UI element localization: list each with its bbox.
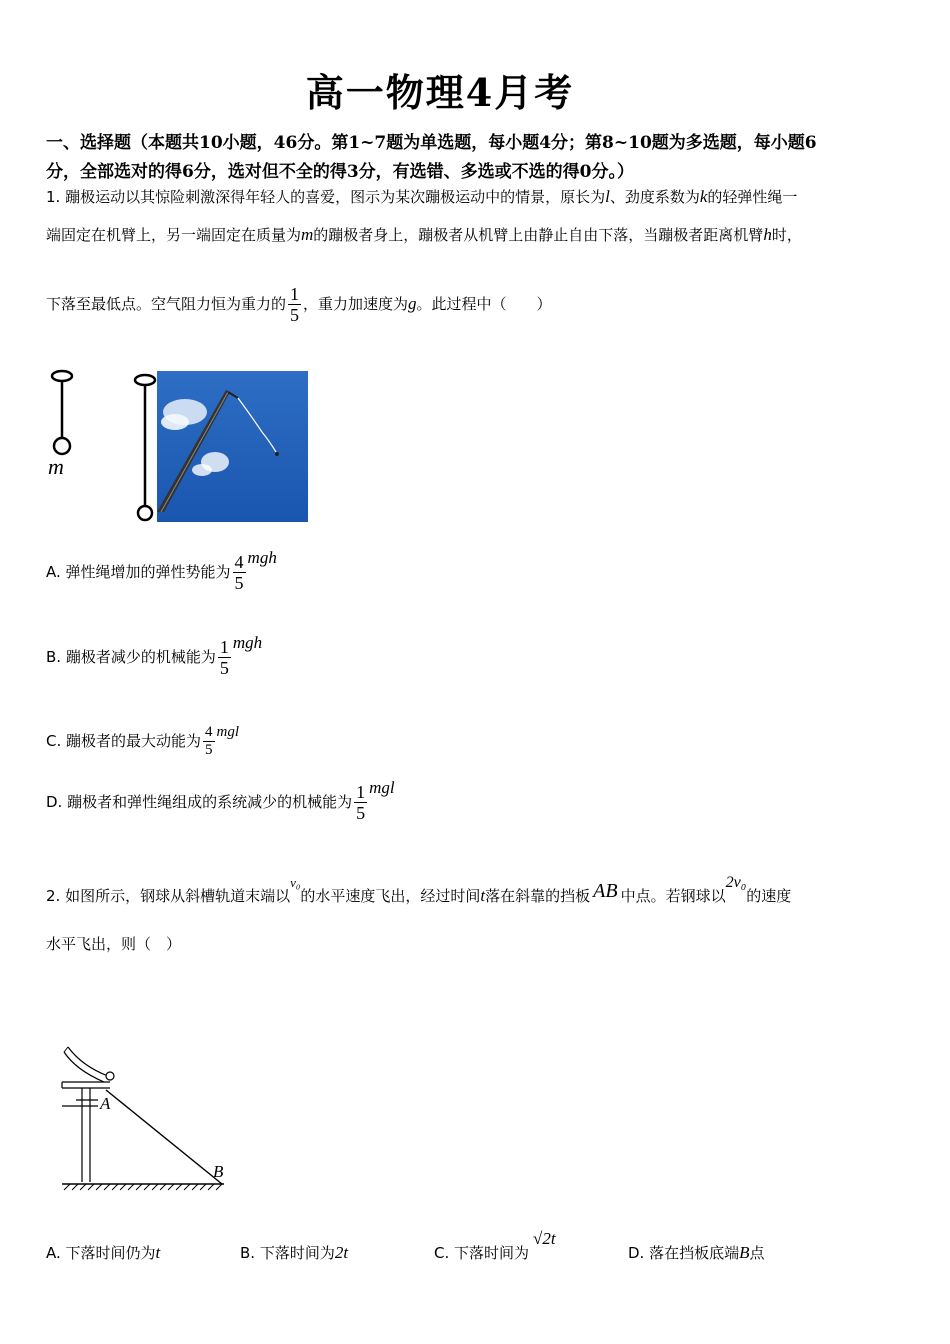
q2-option-a[interactable] <box>46 1242 160 1263</box>
option-expr: mgl <box>369 778 395 797</box>
var-v0: v₀ <box>290 875 301 890</box>
frac-num: 4 <box>205 724 213 740</box>
q2-option-c[interactable] <box>434 1229 556 1263</box>
frac-num: 1 <box>290 284 300 304</box>
option-expr: mgh <box>232 633 263 652</box>
fraction <box>203 724 215 759</box>
mass-label: m <box>48 454 64 479</box>
bungee-figure <box>40 362 330 528</box>
var-t: t <box>480 886 486 905</box>
option-label: A. 弹性绳增加的弹性势能为 <box>46 563 231 581</box>
q1-text: 的蹦极者身上，蹦极者从机臂上由静止自由下落，当蹦极者距离机臂 <box>313 226 764 244</box>
var-ab: AB <box>593 880 618 902</box>
q1-option-c[interactable] <box>46 724 239 759</box>
q2-text: 中点。若钢球以 <box>620 887 726 905</box>
fraction <box>233 552 246 593</box>
q2-line1 <box>46 874 792 907</box>
incline-figure <box>56 1042 236 1192</box>
option-expr: B <box>739 1243 750 1262</box>
option-expr: mgh <box>247 548 277 567</box>
q2-text: 的水平速度飞出，经过时间 <box>300 887 481 905</box>
option-label: D. 落在挡板底端 <box>628 1244 740 1262</box>
fraction <box>354 782 367 823</box>
frac-num: 1 <box>219 637 229 657</box>
var-k: k <box>699 187 708 206</box>
var-g: g <box>408 294 417 313</box>
option-expr: 2t <box>334 1243 349 1262</box>
q1-option-a[interactable] <box>46 548 277 593</box>
frac-num: 4 <box>234 552 244 572</box>
var-2v0: 2v₀ <box>725 874 747 891</box>
frac-den: 5 <box>234 573 244 593</box>
q2-option-b[interactable] <box>240 1242 348 1263</box>
section-header-line1: 一、选择题（本题共10小题，46分。第1~7题为单选题，每小题4分；第8~10题为多选题，每小题6 <box>46 133 817 153</box>
frac-den: 5 <box>290 305 300 325</box>
point-a-label: A <box>100 1094 111 1113</box>
q2-text: 的速度 <box>746 887 792 905</box>
q2-text: 落在斜靠的挡板 <box>485 887 591 905</box>
point-b-label: B <box>213 1162 224 1181</box>
option-expr: mgl <box>216 724 240 740</box>
q1-text: 。此过程中（ ） <box>416 295 552 313</box>
fraction <box>218 637 231 678</box>
frac-den: 5 <box>219 658 229 678</box>
var-h: h <box>763 225 772 244</box>
q2-line2: 水平飞出，则（ ） <box>46 935 182 953</box>
q1-text: 、劲度系数为 <box>609 188 700 206</box>
q1-option-d[interactable] <box>46 778 395 823</box>
frac-num: 1 <box>356 782 366 802</box>
q1-text: 时， <box>771 226 802 244</box>
fraction <box>288 284 301 325</box>
option-label: C. 下落时间为 <box>434 1244 530 1262</box>
frac-den: 5 <box>205 742 213 758</box>
q1-line1 <box>46 186 797 207</box>
q1-text: 1. 蹦极运动以其惊险刺激深得年轻人的喜爱，图示为某次蹦极运动中的情景，原长为 <box>46 188 606 206</box>
option-label: A. 下落时间仍为 <box>46 1244 156 1262</box>
q2-option-d[interactable] <box>628 1242 765 1263</box>
q1-line3 <box>46 284 552 325</box>
q1-option-b[interactable] <box>46 633 263 678</box>
option-label: B. 下落时间为 <box>240 1244 335 1262</box>
var-l: l <box>605 187 610 206</box>
option-label: D. 蹦极者和弹性绳组成的系统减少的机械能为 <box>46 793 353 811</box>
q2-text: 2. 如图所示，钢球从斜槽轨道末端以 <box>46 887 291 905</box>
frac-den: 5 <box>356 803 366 823</box>
q1-text: 的轻弹性绳一 <box>707 188 798 206</box>
option-expr: √2t <box>533 1229 556 1248</box>
q1-line2 <box>46 224 802 245</box>
option-label: C. 蹦极者的最大动能为 <box>46 732 202 750</box>
q1-text: 下落至最低点。空气阻力恒为重力的 <box>46 295 287 313</box>
option-label: B. 蹦极者减少的机械能为 <box>46 648 216 666</box>
q1-text: 端固定在机臂上，另一端固定在质量为 <box>46 226 302 244</box>
option-suffix: 点 <box>749 1244 765 1262</box>
page-title: 高一物理4月考 <box>305 70 575 115</box>
option-expr: t <box>155 1243 161 1262</box>
var-m: m <box>301 225 314 244</box>
section-header-line2: 分，全部选对的得6分，选对但不全的得3分，有选错、多选或不选的得0分。） <box>46 162 634 182</box>
q1-text: ，重力加速度为 <box>303 295 409 313</box>
